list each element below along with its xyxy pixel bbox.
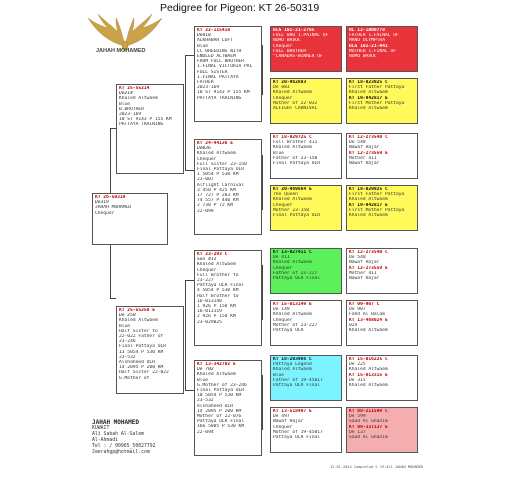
dam-dam-card[interactable] [194,360,262,456]
great-grandparent-card[interactable] [346,248,418,294]
color: Blue [197,43,209,49]
ring-number: KT 18-023925 C [349,80,388,85]
pedigree-line: Pattaya Legend [273,362,312,368]
note: Pattaya OLR Final [197,283,245,289]
note: Pattaya OLR Final [197,419,245,425]
great-grandparent-card[interactable] [346,407,418,453]
note: 10 ST 9143 P 155 KM [119,117,172,123]
pedigree-line: Chequer [273,424,293,430]
owner-name: Khaled Altwaem [119,318,158,324]
ring-number: KT 25-55214 [119,86,150,91]
pedigree-line: NOMO WAVOC [273,38,301,44]
page-title: Pedigree for Pigeon: KT 26-50319 [160,2,320,14]
pedigree-line: ALFIGHT CARNIVAL [273,106,318,112]
pedigree-line: Mother of 22-032 [273,100,318,106]
pedigree-line: Nawaf Hajar [349,260,380,266]
pigeon-name: De036 [197,146,211,152]
note: PATTAYA TRAINING [119,122,164,128]
pedigree-line: Saad Al Ghanim [349,419,388,425]
pigeon-name: De418 [197,33,211,39]
ring-number: KT 25-55250 E [119,308,155,313]
note: 23-029025 [197,319,222,325]
note: 23-246 [119,339,136,345]
note: ENDLED ALTWAEM [197,54,236,60]
great-grandparent-card[interactable] [270,78,342,124]
note: 14 2095 P 200 KM [197,408,242,414]
ring-number: KT 08-211599 C [349,409,388,414]
note: 2 926 P 150 KM [197,314,236,320]
pedigree-line: Mother of 19-45017 [273,429,323,435]
ring-number: KT 18-029925 C [349,187,388,192]
pedigree-line: Khaled Altwaem [349,383,388,389]
ring-number: KT 22-115418 [197,28,231,33]
pedigree-line: Chequer [273,265,293,271]
note: Alshaheed OLR [119,360,155,366]
note: Alflight Carnival [197,182,245,188]
ring-number: KT 20-962883 [273,80,307,85]
note: G.Mother of [119,375,150,381]
ring-number: KT 18-203966 C [273,357,312,362]
pedigree-line: Khaled Altwaem [273,312,312,318]
connector [185,170,194,171]
note: 23-227 [197,278,214,284]
pedigree-line: De 225 [349,362,366,368]
note: Half Sister to [119,328,158,334]
note: 17 727 P 203 KM [197,193,239,199]
pedigree-line: De 149 [273,307,290,313]
color: Blue [119,101,131,107]
pedigree-line: MOTHER 1.FINAL OF [349,48,397,54]
color: Chequer [95,210,115,216]
connector [110,298,116,299]
note: 2023-169 [197,85,220,91]
ring-number: KT 13-027411 C [273,250,312,255]
owner-name: JAHAH MOHAMED [92,419,139,426]
ring-number: KT 24-44136 E [197,141,233,146]
ring-number: KT 18-029725 C [273,135,312,140]
note: 10 5054 P 530 KM [197,393,242,399]
pedigree-line: Final Pattaya OLR [273,161,321,167]
ring-number: KT 26-50319 [95,195,126,200]
pedigree-line: De 497 [273,414,290,420]
note: FROM FULL BROTHER [197,59,245,65]
note: 16-013119 [197,309,222,315]
great-grandparent-card[interactable] [346,26,418,72]
pedigree-line: De 540 [349,255,366,261]
pedigree-line: Full Brother 411 [273,140,318,146]
dam-sire-card[interactable] [194,250,262,346]
pedigree-line: First Mother Pattaya [349,100,405,106]
ring-number: KT 09-907 C [349,302,380,307]
pedigree-line: Khaled Altwaem [349,106,388,112]
note: 1 926 P 150 KM [197,304,236,310]
pedigree-line: Father of 19-45017 [273,377,323,383]
note: 23-532 [119,354,136,360]
pedigree-line: Chequer [273,202,293,208]
great-grandparent-card[interactable] [270,355,342,401]
pigeon-name: De 702 [197,367,214,373]
pedigree-line: KT 09-337137 E [349,424,388,430]
subject-card[interactable] [92,193,168,245]
pigeon-name: Son 411 [197,257,217,263]
color: Chequer [197,267,217,273]
pedigree-line: First Mother Pattaya [349,207,405,213]
note: FATHER [197,80,214,86]
pedigree-line: First Father Pattaya [349,192,405,198]
note: Alshaheed OLR [197,403,233,409]
sire-sire-card[interactable] [194,26,262,122]
ring-number: KT 15-016225 C [349,357,388,362]
note: 3 450 P 425 KM [197,187,236,193]
pedigree-line: De 883 [273,85,290,91]
note: 22-099 [197,208,214,214]
pedigree-line: Nawaf Hajar [349,145,380,151]
pedigree-line: Chequer [273,317,293,323]
connector [185,390,194,391]
pigeon-name: De319 [95,200,109,206]
pedigree-line: Chequer [273,43,293,49]
great-grandparent-card[interactable] [346,300,418,346]
pedigree-line: Khaled Altwaem [273,367,312,373]
note: 23-532 [197,398,214,404]
pedigree-line: De 540 [349,140,366,146]
connector [262,155,263,210]
ring-number: KT 12-273540 C [349,250,388,255]
pedigree-line: Nawaf Hajar [349,276,380,282]
pedigree-line: Saad Al Ghanim [349,435,388,441]
footer: 12-01-2024 Compuclub © 19:421 JAHAH MOHAMED [330,465,424,469]
pedigree-line: NOMO WAVOC [349,54,377,60]
pedigree-line: The Queen [273,192,298,198]
owner-block [92,420,156,456]
pedigree-line: Father of 23-227 [273,270,318,276]
note: 1.FINAL PATTAYA [197,74,239,80]
owner-city: Al-Ahmadi [92,438,118,443]
ring-number: KT 15-013149 E [273,302,312,307]
connector [262,45,263,95]
owner-name: Khaled Altwaem [119,96,158,102]
ring-number: KT 12-273540 C [349,135,388,140]
pedigree-line: De 907 [349,307,366,313]
great-grandparent-card[interactable] [346,78,418,124]
pedigree-line: Khaled Altwaem [349,328,388,334]
note: Mother of 22-076 [197,414,242,420]
note: Final Pattaya OLR [119,344,167,350]
note: 166 5005 P 530 KM [197,424,245,430]
pedigree-line: Chequer [273,95,293,101]
pedigree-line: KT 12-273559 E [349,150,388,156]
owner-name: JAHAH MOHAMED [95,205,131,211]
owner-country: KUWAIT [92,426,110,431]
pedigree-line: Pattaya OLR Final [273,276,321,282]
pedigree-line: Blue [273,372,285,378]
note: 4 5054 P 530 KM [197,288,239,294]
pedigree-line: Khaled Altwaem [273,90,312,96]
great-grandparent-card[interactable] [346,185,418,231]
ring-number: BLG 101-21-2785 [273,28,315,33]
dam-card[interactable] [116,306,184,394]
connector [185,129,186,170]
ring-number: KT 23-293 C [197,252,228,257]
pedigree-line: Nawaf Hajar [273,419,304,425]
connector [185,55,194,56]
pedigree-line: Father of 23-150 [273,155,318,161]
pedigree-line: Fahd Al Balam [349,312,385,318]
great-grandparent-card[interactable] [270,407,342,453]
note: G.Mother of 23-246 [197,382,247,388]
sire-dam-card[interactable] [194,139,262,235]
pedigree-line: MANO OLYMPTRA [349,38,385,44]
pedigree-line: Khaled Altwaem [273,145,312,151]
pedigree-line: De 599 [349,414,366,420]
pedigree-line: Khaled Altwaem [349,367,388,373]
ring-number: KT 20-969864 E [273,187,312,192]
note: B.BROTHER [119,106,144,112]
logo-text: JAHAH MOHAMED [96,48,146,54]
pedigree-line: Khaled Altwaem [349,197,388,203]
note: FULL SISTER [197,69,228,75]
note: Full Brother to [197,272,239,278]
pedigree-line: Khaled Altwaem [349,90,388,96]
great-grandparent-card[interactable] [270,185,342,231]
connector [262,265,263,320]
note: Final Pattaya OLR [197,388,245,394]
pedigree-line: "CANADAS-WINNER OF [273,54,323,60]
great-grandparent-card[interactable] [346,133,418,179]
pedigree-line: KT 13-468024 E [349,317,388,323]
owner-phone: Tel : / 00965_50027792 [92,444,156,449]
note: Final Pattaya OLR [197,167,245,173]
pedigree-line: KT 12-273559 E [349,265,388,271]
note: 13 5054 P 530 KM [119,349,164,355]
note: 74 557 P 440 KM [197,198,239,204]
note: 23-007 [197,177,214,183]
pedigree-line: Pattaya OLR Final [273,383,321,389]
owner-name: Khaled Altwaem [197,372,236,378]
ring-number: NL 12-1000778 [349,28,385,33]
pedigree-line: Mother of 23-227 [273,322,318,328]
ring-number: KT 13-342702 E [197,362,236,367]
note: Full Sister 23-150 [197,161,247,167]
pedigree-line: KT 19-942817 E [349,95,388,101]
great-grandparent-card[interactable] [346,355,418,401]
ring-number: KT 13-518497 E [273,409,312,414]
pedigree-line: 024 [349,322,358,328]
note: 22-022 Father of [119,334,164,340]
pedigree-line: Pattaya OLR [273,328,304,334]
connector [185,280,194,281]
pedigree-line: BLG 101-21-941 [349,43,388,49]
color: Chequer [197,156,217,162]
color: Blue [197,377,209,383]
owner-email: Jaerahgp@hotmail.com [92,450,150,455]
note: 1.FINAL VICTORIA PAL [197,64,253,70]
pigeon-name: De214 [119,91,133,97]
connector [185,55,186,129]
pedigree-line: Nawaf Hajar [349,161,380,167]
note: PATTAYA TRAINING [197,95,242,101]
great-grandparent-card[interactable] [270,248,342,294]
great-grandparent-card[interactable] [270,133,342,179]
note: 2 730 P 72 KM [197,203,233,209]
great-grandparent-card[interactable] [270,26,342,72]
note: Half Brother to [197,293,239,299]
note: 2023-169 [119,112,142,118]
pedigree-line: Khaled Altwaem [273,197,312,203]
note: 16-013140 [197,298,222,304]
owner-name: Khaled Altwaem [197,262,236,268]
pedigree-line: KT 19-942817 E [349,202,388,208]
owner-address: Ali Sabah Al-Salem [92,432,144,437]
pigeon-name: De 250 [119,313,136,319]
note: Half Sister 22-022 [119,370,169,376]
pedigree-line: FULL BROTHER [273,48,307,54]
pedigree-line: Blue [273,150,285,156]
connector [185,280,186,390]
pedigree-line: Khaled Altwaem [349,213,388,219]
pedigree-line: De 411 [273,255,290,261]
note: 10 ST 9143 P 155 KM [197,90,250,96]
pedigree-line: Khaled Altwaem [273,260,312,266]
pedigree-line: Pattaya OLR Final [273,435,321,441]
pedigree-line: Mother 411 [349,270,377,276]
sire-card[interactable] [116,84,184,174]
pedigree-line: Mother 411 [349,155,377,161]
note: 22-094 [197,429,214,435]
pedigree-line: Final Pattaya OLR [273,213,321,219]
pedigree-line: First Father Pattaya [349,85,405,91]
pedigree-line: FULL BRO 1.PAINAL OF [273,33,329,39]
pedigree-line: Mother 23-150 [273,207,309,213]
connector [262,375,263,430]
pedigree-line: De 137 [349,429,366,435]
pedigree-line: FATHER 1.FAINAL OF [349,33,399,39]
owner-name: Khaled Altwaem [197,151,236,157]
color: Blue [119,323,131,329]
owner-name: ALKHABAR LOFT [197,38,233,44]
note: 14 2095 P 200 KM [119,365,164,371]
note: CC BREEDING WITH [197,48,242,54]
note: 1 5054 P 530 KM [197,172,239,178]
great-grandparent-card[interactable] [270,300,342,346]
pedigree-line: De 315 [349,377,366,383]
pedigree-line: KT 15-013315 E [349,372,388,378]
